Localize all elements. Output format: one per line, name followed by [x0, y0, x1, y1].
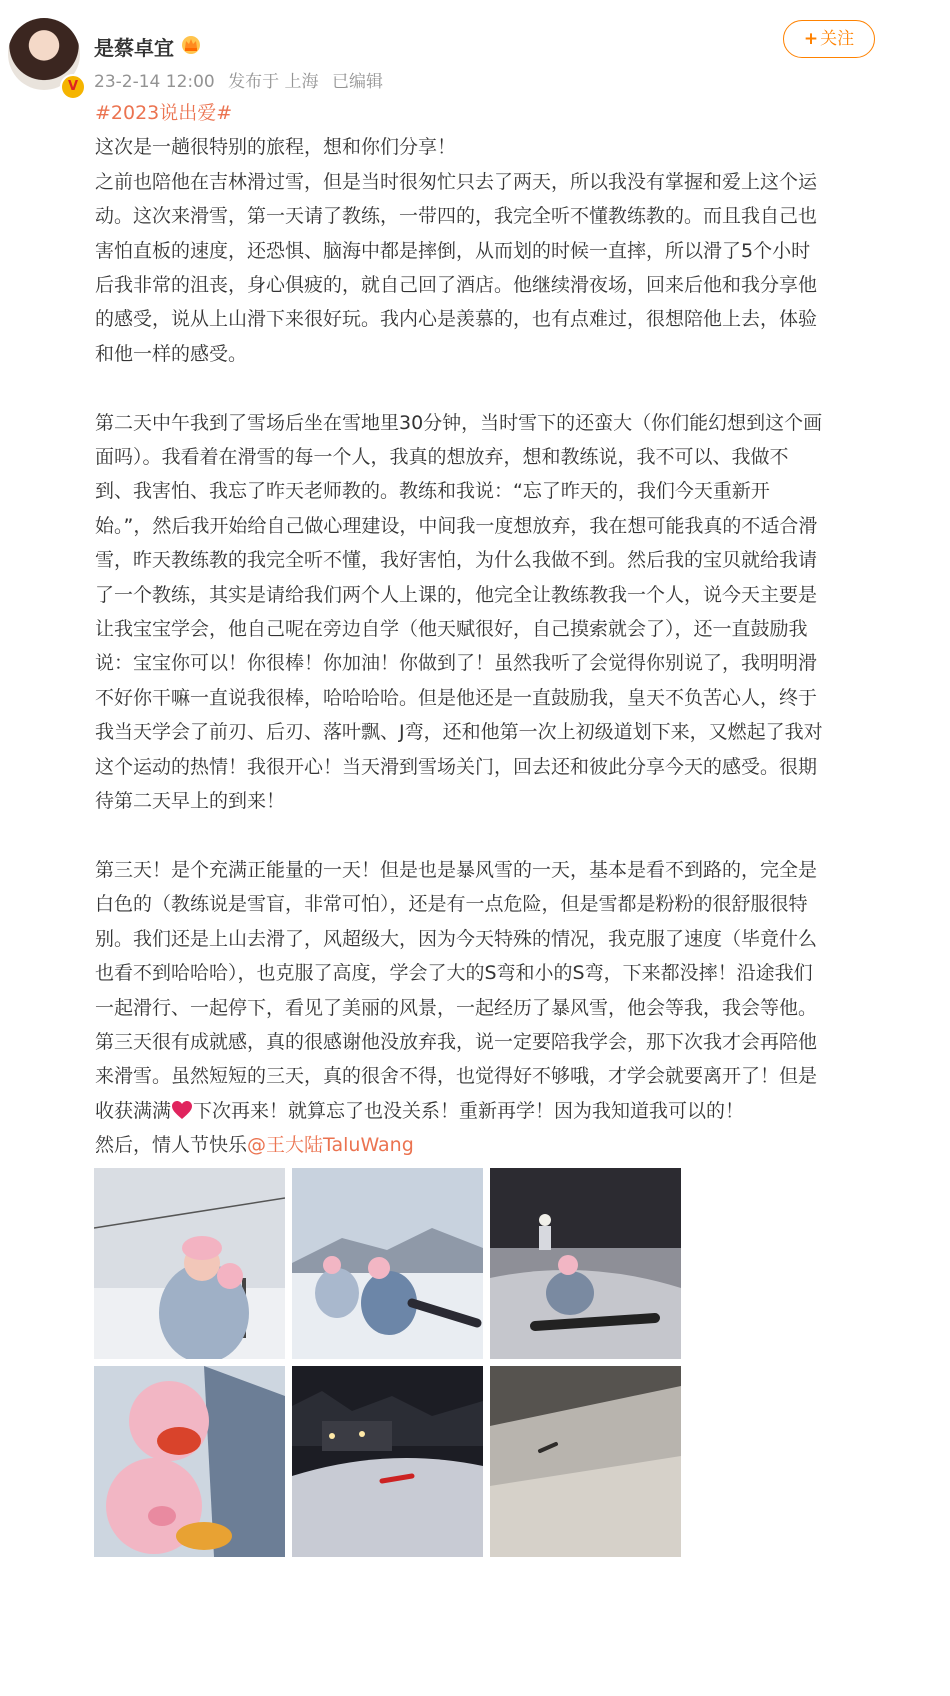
heart-prefix: 收获满满	[95, 1099, 172, 1122]
post-line: 不好你干嘛一直说我很棒，哈哈哈哈。但是他还是一直鼓励我，皇天不负苦心人，终于	[95, 686, 818, 709]
post-text	[95, 130, 885, 1093]
post-body	[95, 96, 885, 1163]
plus-icon: +	[803, 29, 819, 49]
post-time[interactable]: 23-2-14 12:00	[94, 72, 215, 92]
post-line: 动。这次来滑雪，第一天请了教练，一带四的，我完全听不懂教练教的。而且我自己也	[95, 205, 818, 228]
post-line: 来滑雪。虽然短短的三天，真的很舍不得，也觉得好不够哦，才学会就要离开了！但是	[95, 1065, 818, 1088]
photo-5[interactable]	[292, 1366, 483, 1557]
post-line: 白色的（教练说是雪盲，非常可怕），还是有一点危险，但是雪都是粉粉的很舒服很特	[95, 893, 808, 916]
blank-line	[95, 819, 885, 853]
photo-night-resort-icon	[292, 1366, 483, 1557]
mention-link[interactable]: @王大陆TaluWang	[247, 1134, 414, 1157]
post-line: 害怕直板的速度，还恐惧、脑海中都是摔倒，从而划的时候一直摔，所以滑了5个小时	[95, 239, 811, 262]
post-line: 这个运动的热情！我很开心！当天滑到雪场关门，回去还和彼此分享今天的感受。很期	[95, 755, 818, 778]
post-line: 了一个教练，其实是请给我们两个人上课的，他完全让教练教我一个人，说今天主要是	[95, 583, 818, 606]
post-meta	[94, 67, 391, 92]
post-line: 雪，昨天教练教的我完全听不懂，我好害怕，为什么我做不到。然后我的宝贝就给我请	[95, 549, 818, 572]
heart-icon	[171, 1100, 193, 1120]
photo-4[interactable]	[94, 1366, 285, 1557]
post-line: 之前也陪他在吉林滑过雪，但是当时很匆忙只去了两天，所以我没有掌握和爱上这个运	[95, 170, 818, 193]
post-line: 说：宝宝你可以！你很棒！你加油！你做到了！虽然我听了会觉得你别说了，我明明滑	[95, 652, 818, 675]
post-location: 发布于 上海	[228, 72, 319, 92]
blank-line	[95, 371, 885, 405]
follow-label: 关注	[820, 29, 855, 49]
post-line: 第三天！是个充满正能量的一天！但是也是暴风雪的一天，基本是看不到路的，完全是	[95, 858, 818, 881]
photo-3[interactable]	[490, 1168, 681, 1359]
photo-2[interactable]	[292, 1168, 483, 1359]
crown-icon	[180, 33, 202, 55]
post-line: 也看不到哈哈哈），也克服了高度，学会了大的S弯和小的S弯，下来都没摔！沿途我们	[95, 962, 813, 985]
post-line: 到、我害怕、我忘了昨天老师教的。教练和我说：“忘了昨天的，我们今天重新开	[95, 480, 770, 503]
post-line: 待第二天早上的到来！	[95, 790, 286, 813]
post-line: 别。我们还是上山去滑了，风超级大，因为今天特殊的情况，我克服了速度（毕竟什么	[95, 927, 818, 950]
post-line	[95, 1094, 885, 1128]
verified-badge-icon: V	[60, 74, 86, 100]
post-line: 的感受，说从上山滑下来很好玩。我内心是羡慕的，也有点难过，很想陪他上去，体验	[95, 308, 818, 331]
post-line: 第二天中午我到了雪场后坐在雪地里30分钟，当时雪下的还蛮大（你们能幻想到这个画	[95, 411, 823, 434]
photo-pig-helmets-closeup-icon	[94, 1366, 285, 1557]
post-line: 和他一样的感受。	[95, 342, 248, 365]
post-line: 这次是一趟很特别的旅程，想和你们分享！	[95, 136, 457, 159]
closing-line	[95, 1128, 885, 1162]
hashtag-link[interactable]: #2023说出爱#	[95, 102, 233, 124]
heart-suffix: 下次再来！就算忘了也没关系！重新再学！因为我知道我可以的！	[193, 1099, 745, 1122]
post-line: 一起滑行、一起停下，看见了美丽的风景，一起经历了暴风雪，他会等我，我会等他。	[95, 996, 818, 1019]
post-line: 始。”，然后我开始给自己做心理建设，中间我一度想放弃，我在想可能我真的不适合滑	[95, 514, 818, 537]
photo-blizzard-icon	[490, 1366, 681, 1557]
post-line: 我当天学会了前刃、后刃、落叶飘、J弯，还和他第一次上初级道划下来，又燃起了我对	[95, 721, 823, 744]
post-line: 面吗）。我看着在滑雪的每一个人，我真的想放弃，想和教练说，我不可以、我做不	[95, 446, 789, 469]
photo-6[interactable]	[490, 1366, 681, 1557]
post-line: 后我非常的沮丧，身心俱疲的，就自己回了酒店。他继续滑夜场，回来后他和我分享他	[95, 274, 818, 297]
post-line: 让我宝宝学会，他自己呢在旁边自学（他天赋很好，自己摸索就会了），还一直鼓励我	[95, 618, 808, 641]
photo-pink-helmet-selfie-icon	[94, 1168, 285, 1359]
closing-text: 然后，情人节快乐	[95, 1134, 248, 1157]
photo-sitting-in-snow-mountain-icon	[292, 1168, 483, 1359]
post-line: 第三天很有成就感，真的很感谢他没放弃我，说一定要陪我学会，那下次我才会再陪他	[95, 1030, 818, 1053]
edited-label[interactable]: 已编辑	[331, 72, 383, 92]
username[interactable]: 是蔡卓宜	[94, 36, 174, 60]
photo-1[interactable]	[94, 1168, 285, 1359]
photo-night-slope-icon	[490, 1168, 681, 1359]
follow-button[interactable]	[783, 20, 875, 58]
